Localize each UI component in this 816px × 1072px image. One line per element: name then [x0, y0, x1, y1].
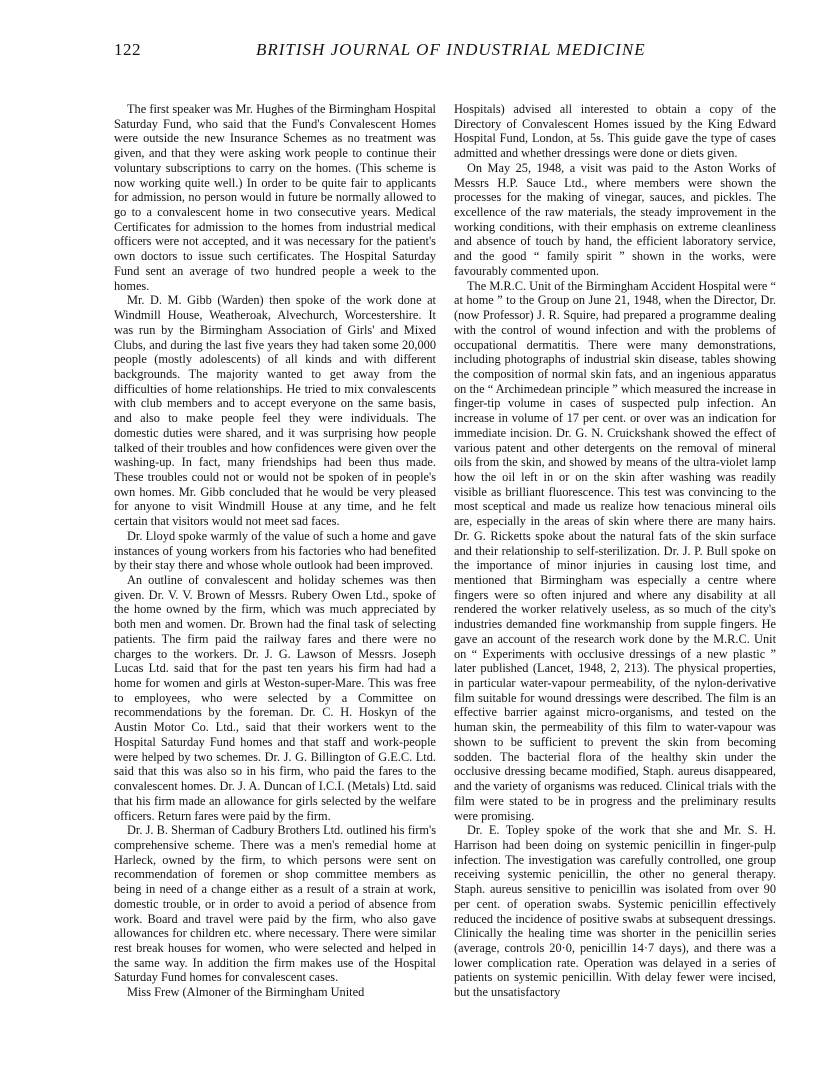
paragraph: An outline of convalescent and holiday schemes was then given. Dr. V. V. Brown of Messrs. Rubery Owen Ltd., spoke of the home owned by the firm, which was much appreciated by both men and women. Dr. Brown had the final task of selecting patients. The firm paid the railway fares and there were no charges to the workers. Dr. J. G. Lawson of Messrs. Joseph Lucas Ltd. said that for the past ten years his firm had had a home for women and girls at Weston-super-Mare. This was free to employees, who were selected by a Committee on recommendations by the foreman. Dr. C. H. Hoskyn of the Austin Motor Co. Ltd., said that their workers went to the Hospital Saturday Fund homes and that staff and work-people were helped by two schemes. Dr. J. G. Billington of G.E.C. Ltd. said that this was also so in his firm, who paid the fares to the convalescent homes. Dr. J. A. Duncan of I.C.I. (Metals) Ltd. said that his firm made an allowance for girls selected by the welfare officers. Return fares were paid by the firm. [114, 573, 436, 823]
journal-title: BRITISH JOURNAL OF INDUSTRIAL MEDICINE [256, 40, 646, 59]
paragraph: The first speaker was Mr. Hughes of the Birmingham Hospital Saturday Fund, who said that the Fund's Convalescent Homes were outside the new Insurance Schemes as no treatment was given, and that they were asking work people to continue their voluntary subscriptions to carry on the homes. (This scheme is now working quite well.) In order to be quite fair to applicants for admission, no person would in future be normally allowed to go to a convalescent home in two consecutive years. Medical Certificates for admission to the homes from industrial medical officers were not accepted, and it was necessary for the patient's own doctors to issue such certificates. The Hospital Saturday Fund sent an average of two hundred people a week to the homes. [114, 102, 436, 293]
paragraph: Mr. D. M. Gibb (Warden) then spoke of the work done at Windmill House, Weatheroak, Alvechurch, Worcestershire. It was run by the Birmingham Association of Girls' and Mixed Clubs, and during the last five years they had taken some 20,000 people (mostly adolescents) of all kinds and with different backgrounds. The majority wanted to get away from the difficulties of home relationships. He tried to mix convalescents with club members and to accept everyone on the same basis, and also to make people feel they were individuals. The domestic duties were shared, and it was surprising how people talked of their troubles and how confidences were given over the washing-up. In fact, many friendships had been thus made. These troubles could not or would not be spoken of in people's own homes. Mr. Gibb concluded that he would be very pleased for anyone to visit Windmill House at any time, and he felt certain that visitors would not meet sad faces. [114, 293, 436, 529]
page-number: 122 [114, 40, 141, 59]
paragraph: The M.R.C. Unit of the Birmingham Accident Hospital were “ at home ” to the Group on June 21, 1948, when the Director, Dr. (now Professor) J. R. Squire, had prepared a programme dealing with the control of wound infection and with the problems of occupational dermatitis. There were many demonstrations, including photographs of industrial skin disease, tables showing the composition of normal skin fats, and an ingenious apparatus on the “ Archimedean principle ” which measured the increase in finger-tip volume in cases of suspected pulp infection. An increase in volume of 17 per cent. or over was an indication for immediate incision. Dr. G. N. Cruickshank showed the effect of various patent and other detergents on the removal of mineral oils from the skin, and showed by means of the ultra-violet lamp how the oil left in or on the skin after washing was readily visible as brilliant fluorescence. This test was convincing to the most sceptical and made us realize how tenacious mineral oils are, especially in the areas of skin where there are many hairs. Dr. G. Ricketts spoke about the natural fats of the skin surface and their relationship to self-sterilization. Dr. J. P. Bull spoke on the importance of minor injuries in causing lost time, and mentioned that Birmingham was especially a centre where fingers were so often injured and where any disability at all rendered the worker relatively useless, as so much of the city's industries demanded fine workmanship from supple fingers. He gave an account of the research work done by the M.R.C. Unit on “ Experiments with occlusive dressings of a new plastic ” later published (Lancet, 1948, 2, 213). The physical properties, in particular water-vapour permeability, of the nylon-derivative film suitable for wound dressings were described. The film is an effective barrier against micro-organisms, and tested on the human skin, the permeability of this film to water-vapour was shown to be sufficient to prevent the skin from becoming sodden. The bacterial flora of the healthy skin under the occlusive dressing became modified, Staph. aureus disappeared, and the variety of organisms was reduced. Clinical trials with the film were stated to be in progress and the preliminary results were promising. [454, 278, 776, 823]
paragraph: Dr. Lloyd spoke warmly of the value of such a home and gave instances of young workers from his factories who had benefited by their stay there and whose whole outlook had been improved. [114, 528, 436, 573]
left-column [114, 102, 436, 1000]
page-header [114, 40, 754, 68]
right-column [454, 102, 776, 1000]
paragraph: On May 25, 1948, a visit was paid to the Aston Works of Messrs H.P. Sauce Ltd., where members were shown the processes for the making of vinegar, sauces, and pickles. The excellence of the raw materials, the steady improvement in the working conditions, with their emphasis on extreme cleanliness and absence of touch by hand, the efficient laboratory service, and the good “ family spirit ” shown in the works, were favourably commented upon. [454, 160, 776, 278]
paragraph: Miss Frew (Almoner of the Birmingham United [127, 985, 365, 1000]
paragraph: Hospitals) advised all interested to obtain a copy of the Directory of Convalescent Homes issued by the King Edward Hospital Fund, London, at 5s. This guide gave the type of cases admitted and whether dressings were done or diets given. [454, 102, 776, 161]
paragraph: Dr. J. B. Sherman of Cadbury Brothers Ltd. outlined his firm's comprehensive scheme. There was a men's remedial home at Harleck, owned by the firm, to which persons were sent on recommendation of foremen or shop committee members as being in need of a change either as a result of a strain at work, domestic trouble, or in order to avoid a period of absence from work. Board and travel were paid by the firm, who also gave allowances for children etc. where necessary. There were similar rest break houses for women, who were selected and helped in the same way. In addition the firm makes use of the Hospital Saturday Fund homes for convalescent cases. [114, 823, 436, 985]
paragraph: Dr. E. Topley spoke of the work that she and Mr. S. H. Harrison had been doing on systemic penicillin in finger-pulp infection. The investigation was carefully controlled, one group receiving systemic penicillin, the other no general therapy. Staph. aureus sensitive to penicillin was isolated from over 90 per cent. of operation swabs. Systemic penicillin effectively reduced the incidence of positive swabs at subsequent dressings. Clinically the healing time was shorter in the penicillin series (average, controls 20·0, penicillin 14·7 days), and there was a lower complication rate. Operation was delayed in a series of patients on systemic penicillin. With delay fewer were incised, but the unsatisfactory [454, 823, 776, 1000]
